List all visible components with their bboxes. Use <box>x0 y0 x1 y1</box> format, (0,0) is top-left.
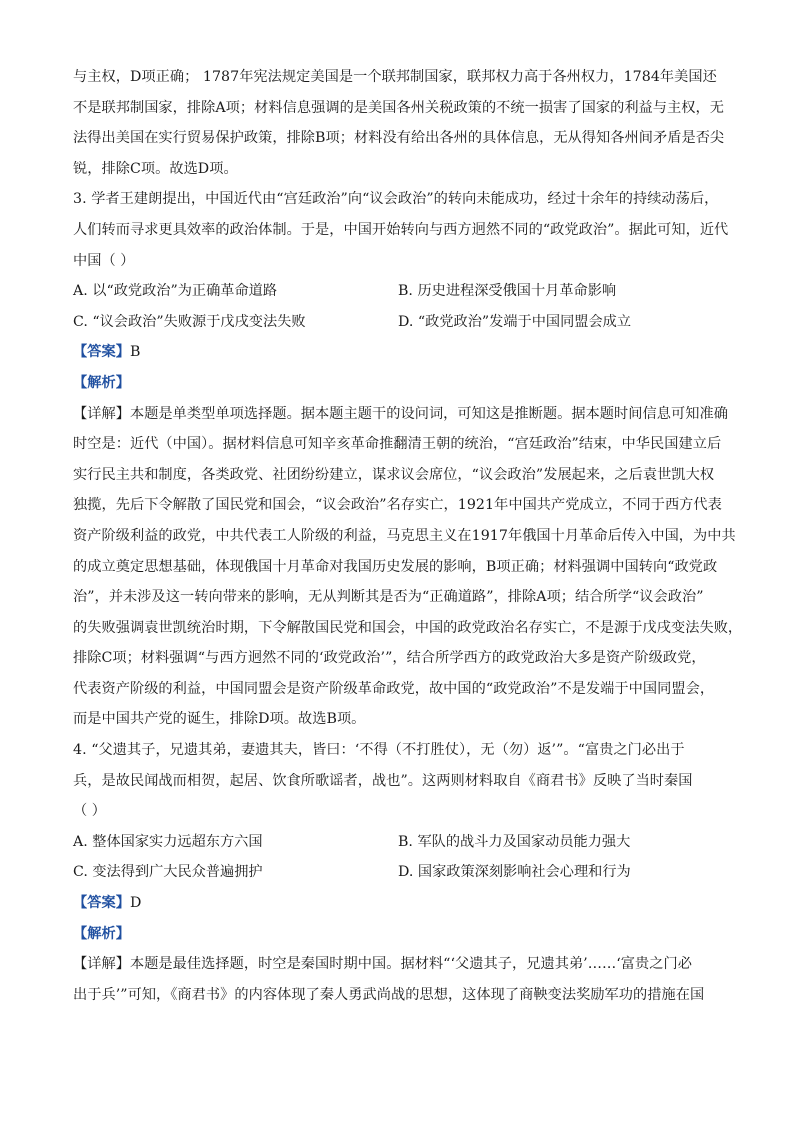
detail-text: 本题是单类型单项选择题。据本题主题干的设问词，可知这是推断题。据本题时间信息可知准确 <box>129 405 728 422</box>
analysis-label: 【解析】 <box>73 925 130 942</box>
question-stem-line: 4. “父遗其子，兄遗其弟，妻遗其夫，皆曰：‘不得（不打胜仗），无（勿）返’”。“富贵之门必出于 <box>73 742 685 759</box>
option-c: C. 变法得到广大民众普遍拥护 <box>73 864 263 881</box>
answer-value: B <box>129 344 141 361</box>
option-c: C. “议会政治”失败源于戊戌变法失败 <box>73 313 306 330</box>
analysis-line <box>73 368 725 399</box>
prev-explanation <box>73 62 725 184</box>
detail-line: 独揽，先后下令解散了国民党和国会，“议会政治”名存实亡，1921年中国共产党成立，不同于西方代表 <box>73 497 722 514</box>
detail-line: 的失败强调袁世凯统治时期，下令解散国民党和国会，中国的政党政治名存实亡，不是源于戊戌变法失败， <box>73 619 743 636</box>
answer-line <box>73 337 725 368</box>
question-stem-line: 3. 学者王建朗提出，中国近代由“宫廷政治”向“议会政治”的转向未能成功，经过十余年的持续动荡后， <box>73 191 719 208</box>
answer-line <box>73 888 725 919</box>
document-page <box>73 62 743 1010</box>
question-stem-line: 人们转而寻求更具效率的政治体制。于是，中国开始转向与西方迥然不同的“政党政治”。据此可知，近代 <box>73 221 729 238</box>
question-3 <box>73 184 743 735</box>
options-row <box>73 827 725 858</box>
option-a: A. 以“政党政治”为正确革命道路 <box>73 283 278 300</box>
option-b: B. 军队的战斗力及国家动员能力强大 <box>398 833 631 850</box>
option-d: D. “政党政治”发端于中国同盟会成立 <box>398 313 632 330</box>
option-b: B. 历史进程深受俄国十月革命影响 <box>398 283 617 300</box>
text-line: 锐，排除C项。故选D项。 <box>73 160 238 177</box>
detail-text: 本题是最佳选择题，时空是秦国时期中国。据材料“‘父遗其子，兄遗其弟’……‘富贵之门必 <box>129 956 692 973</box>
detail-line: 出于兵’”可知，《商君书》的内容体现了秦人勇武尚战的思想，这体现了商鞅变法奖励军功的措施在国 <box>73 986 705 1003</box>
detail-line: 治”，并未涉及这一转向带来的影响，无从判断其是否为“正确道路”，排除A项；结合所学“议会政治” <box>73 589 704 606</box>
detail-line: 资产阶级利益的政党，中共代表工人阶级的利益，马克思主义在1917年俄国十月革命后传入中国，为中共 <box>73 527 736 544</box>
answer-label: 【答案】 <box>73 895 130 912</box>
question-4 <box>73 735 725 1010</box>
question-stem-line: 兵，是故民闻战而相贺，起居、饮食所歌谣者，战也”。这两则材料取自《商君书》反映了当时秦国 <box>73 772 693 789</box>
analysis-label: 【解析】 <box>73 374 130 391</box>
detail-label: 【详解】 <box>73 956 130 973</box>
detail-line: 时空是：近代（中国）。据材料信息可知辛亥革命推翻清王朝的统治，“宫廷政治”结束，中华民国建立后 <box>73 436 722 453</box>
text-line: 不是联邦制国家，排除A项；材料信息强调的是美国各州关税政策的不统一损害了国家的利益与主权，无 <box>73 99 724 116</box>
analysis-line <box>73 919 725 950</box>
answer-value: D <box>129 895 142 912</box>
detail-line: 实行民主共和制度，各类政党、社团纷纷建立，谋求议会席位，“议会政治”发展起来，之后袁世凯大权 <box>73 466 715 483</box>
detail-line: 代表资产阶级的利益，中国同盟会是资产阶级革命政党，故中国的“政党政治”不是发端于中国同盟会， <box>73 680 715 697</box>
options-row <box>73 857 725 888</box>
options-row <box>73 276 725 307</box>
answer-label: 【答案】 <box>73 344 130 361</box>
detail-line <box>73 949 725 980</box>
text-line: 与主权，D项正确； 1787年宪法规定美国是一个联邦制国家，联邦权力高于各州权力，1784年美国还 <box>73 69 717 85</box>
options-row <box>73 307 725 338</box>
option-a: A. 整体国家实力远超东方六国 <box>73 833 263 850</box>
detail-line: 排除C项；材料强调“与西方迥然不同的‘政党政治’”，结合所学西方的政党政治大多是资产阶级政党， <box>73 650 706 667</box>
question-stem-line: （ ） <box>73 803 107 820</box>
option-d: D. 国家政策深刻影响社会心理和行为 <box>398 864 631 881</box>
question-stem-line: 中国（ ） <box>73 252 135 269</box>
detail-line: 的成立奠定思想基础，体现俄国十月革命对我国历史发展的影响，B项正确；材料强调中国转向“政党政 <box>73 558 718 575</box>
detail-line <box>73 399 728 430</box>
text-line: 法得出美国在实行贸易保护政策，排除B项；材料没有给出各州的具体信息，无从得知各州间矛盾是否尖 <box>73 130 725 147</box>
detail-label: 【详解】 <box>73 405 130 422</box>
detail-line: 而是中国共产党的诞生，排除D项。故选B项。 <box>73 711 366 728</box>
